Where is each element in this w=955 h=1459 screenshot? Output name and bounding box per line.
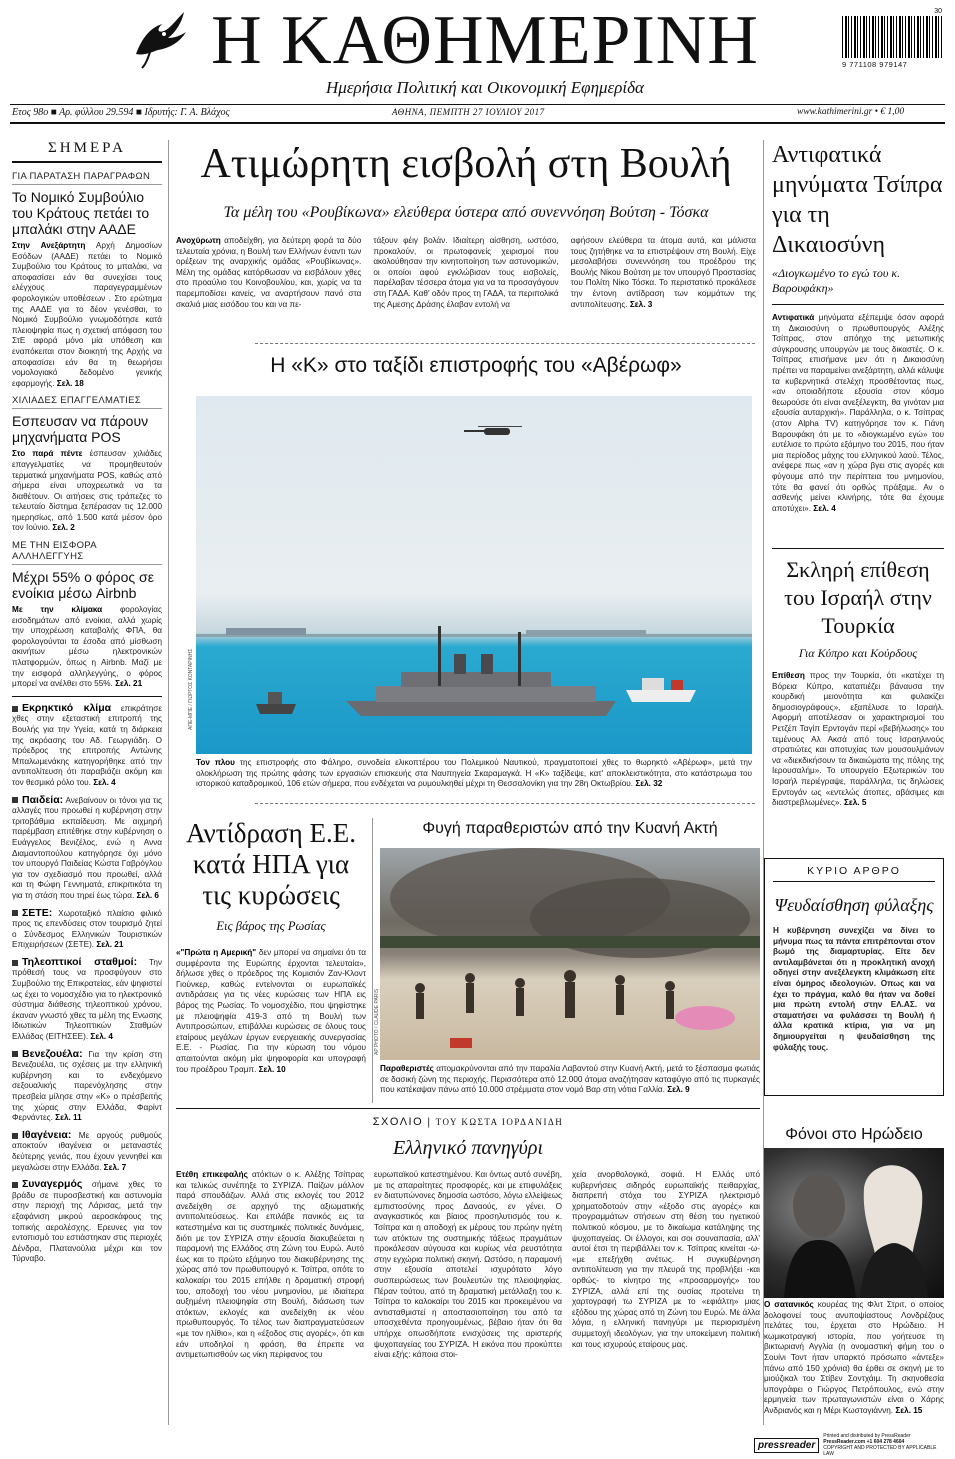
- brief-item[interactable]: [12, 795, 162, 902]
- lead-subhead: Τα μέλη του «Ρουβίκωνα» ελεύθερα ύστερα από συνεννόηση Βούτση - Τόσκα: [223, 204, 709, 221]
- right-story-2[interactable]: [772, 556, 944, 809]
- brief-lead: Τηλεοπτικοί σταθμοί:: [22, 955, 138, 968]
- brief-lead: Ιθαγένεια:: [22, 1128, 72, 1141]
- averof-photo[interactable]: [196, 396, 752, 754]
- xolio-lead: Ετέθη επικεφαλής: [176, 1170, 248, 1179]
- barcode-issue: 30: [934, 8, 942, 15]
- page-ref[interactable]: Σελ. 4: [90, 1032, 113, 1042]
- right-body: [772, 313, 944, 514]
- caption-text: απομακρύνονται από την παραλία Λαβαντού στην Κυανή Ακτή, μετά το ξέσπασμα φωτιάς σε δασική ζώνη της περιοχής. Περισσότερα από 12.000 άτομα αναζήτησαν καταφύγιο από τις πυρκαγιές που κατέκαψαν πάνω από 10.000 στρέμματα στον νομό Βαρ στη νότια Γαλλία.: [380, 1064, 760, 1095]
- barcode: [842, 8, 942, 70]
- brief-text: επικράτησε χθες στην εξεταστική επιτροπή της Βουλής για την Υγεία, κατά τη διάρκεια της ακρόασης του Αδ. Γεωργιάδη. Ο πρόεδρος της επιτροπής Αντώνης Μπαλωμενάκης κατηγορήθηκε από την αντιπολίτευση ότι παραβιάζει ακόμη και τον θεσμικό ρόλο του.: [12, 703, 162, 787]
- page-ref[interactable]: Σελ. 9: [667, 1085, 690, 1095]
- founder: Ιδρυτής: Γ. Α. Βλάχος: [144, 107, 230, 118]
- xolio-col-2: ευρωπαϊκού κατεστημένου. Και όντως αυτό συνέβη, με τις απαραίτητες προσφορές, και με επιφυλάξεις εν διατυπώνονες δημοσία ωστόσο, λόγω ελλείψεως εμπιστοσύνης προς Δαναούς, εν γένει. Ο αναγκαστικός και βίαιος προσηλυτισμός του κ. Τσίπρα και η αποδοχή εκ μέρους του πρώην ηγέτη των ατόκτων της συστημικής τάξεως πραγμάτων προκάλεσαν αύγουσα και κυρίως νέα ρευστότητα στην εγχώρια πολιτική σκηνή. Ωστόσο, η παραμονή στην εξουσία αποτελεί ισχυρότατο λόγο συσπειρώσεως των βουλευτών της πλειοψηφίας. Πέραν τούτου, από τη δραματική μετάλλαξη του κ. Τσίπρα το καλοκαίρι του 2015 και προκειμένου να αντισταθμιστεί η αποστασιοποίηση του από τα υποσχεθέντα προηγουμένως, βέβαιο ήταν ότι θα υπήρχε οπωσδήποτε ενισχύσεις της αριστερής ψυχοπαγείας του ΣΥΡΙΖΑ. Η εικόνα που προκύπτει είναι εξής: κάποια στοι-: [374, 1170, 562, 1360]
- brief-item[interactable]: [12, 1179, 162, 1265]
- lead-col-2: τάξουν φέιγ βολάν. Ιδιαίτερη αίσθηση, ωστόσο, προκαλούν, οι πρωτοφανείς χειρισμοί που ακολούθησαν την κινητοποίηση των αστυνομικών, οι οποίοι αφού εγκλώβισαν τους εισβολείς, παρέλαβαν τέσσερα άτομα για να τα προσαγάγουν στη ΓΑΔΑ. Καθ' οδόν προς τη ΓΑΔΑ, τα περιπολικά της Αμεσης Δράσης έλαβαν εντολή να: [373, 236, 559, 309]
- barcode-number: 9 771108 979147: [842, 60, 908, 69]
- xolio-rule: [176, 1108, 760, 1109]
- brief-item[interactable]: [12, 1130, 162, 1173]
- right-rule: [772, 304, 944, 305]
- page-ref[interactable]: Σελ. 15: [895, 1405, 923, 1415]
- page-ref[interactable]: Σελ. 7: [103, 1162, 127, 1172]
- fire-photo-credit: AP PHOTO / CLAUDE PARIS: [374, 988, 380, 1055]
- price: € 1,00: [880, 107, 905, 117]
- bullet-icon: [12, 1182, 18, 1188]
- lead-lead: Ανοχύρωτη: [176, 236, 221, 245]
- dotted-divider: [255, 343, 755, 344]
- masthead-rule-bottom: [10, 122, 945, 124]
- eu-body: [176, 948, 366, 1075]
- eu-story[interactable]: [176, 818, 366, 1075]
- lead-text-1: αποδείχθη, για δεύτερη φορά τα δύο τελευταία χρόνια, η Βουλή των Ελλήνων έναντι των ορέξεων της αναρχικής ομάδας «Ρουβίκωνας». Μέλη της ομάδας κατόρθωσαν να εισβάλουν χθες στο προαύλιο του Κοινοβουλίου, και, χωρίς να τα παρεμποδίσει κανείς, να αναρτήσουν πανό στα σκαλιά μιας εισόδου του και να πε-: [176, 236, 362, 309]
- xolio-col-3: χεία ανορθολογικά, σοφιά. Η Ελλάς υπό κυβερνήσεις σιδηρός ευρωπαϊκής πειθαρχίας, διαπρεπή στόχα του ΣΥΡΙΖΑ ηλεκτρισμό χρηματοδοτούν στην «έξοδο στις αγορές» και προγραμμάτων στήσεων στη θέση του ηγετικού πολιτικού κόσμου, με το δικαίωμα κατάληψης της ψυχοπαγείας. Οι έλλογοι, και σοι σουναπασία, αλλ' αυτοί έτσι τη περιβάλλει τον κ. Τσίπρας κινείται -ω- «με επεξήχθη ανέτως. Η συγκυβέρνηση αντιπολίτευση για την πλευρά της προβλήξει -και ορθώς- το κίνητρο της «προσαρμογής» του ΣΥΡΙΖΑ, αλλά επί της ουσίας προτείνει τη χαρτογραφή τω ΣΥΡΙΖΑ με το «εφιάλτη» μιας εξόδου της χώρας από τη Ζώνη του Ευρώ. Με άλλα λόγια, η ελληνική πανηγύρι με περιορισμένη συμμετοχή ιδεολόγων, για την υποκείμενη πολιτική και τους ισχυρούς εταίρους μας.: [572, 1170, 760, 1349]
- right-text-2: προς την Τουρκία, ότι «κατέχει τη Βόρεια Κύπρο, καταπιέζει βάναυσα την κουρδική μειονότητα και φυλακίζει δημοσιογράφους», εξαπέλυσε το Ισραήλ. Αφορμή αποτέλεσαν οι χαρακτηρισμοί του Ρετζέπ Ταγίπ Ερντογάν περί «βεβήλωσης» του τεμένους Αλ Ακσά από τους Ισραηλινούς στρατιώτες και αποτυχίας των μουσουλμάνων να «διεκδικήσουν τα δικαιώματα της πόλης της Ιερουσαλήμ». Το υπουργείο Εξωτερικών του Ισραήλ περιέγραψε, παράλληλα, τις δηλώσεις Ερντογάν ως «εντελώς άτοπες, αβάσιμες και διαστρεβλωμένες».: [772, 671, 944, 808]
- caption-lead: Παραθεριστές: [380, 1064, 434, 1073]
- caption-text: της επιστροφής στο Φάληρο, συνοδεία ελικοπτέρου του Πολεμικού Ναυτικού, πραγματοποιεί χθες το θωρηκτό «Αβέρωφ», μετά την ολοκλήρωση της πρώτης φάσης των εργασιών επισκευής στα Ναυπηγεία Σκαραμαγκά. Η «Κ» ταξίδεψε, κατ' αποκλειστικότητα, στο κατάστρωμα του ιστορικού καταδρομικού, 106 ετών σήμερα, που ενδέχεται να ρυμουλκηθεί μέχρι τη Θεσσαλονίκη για την 28η Οκτωβρίου.: [196, 758, 752, 789]
- theater-photo[interactable]: [764, 1148, 944, 1298]
- barcode-bars: [842, 16, 942, 58]
- brief-lead: Συναγερμός: [22, 1178, 83, 1191]
- page-ref[interactable]: Σελ. 32: [635, 779, 663, 789]
- brief-item[interactable]: [12, 703, 162, 789]
- pressreader-info: [823, 1433, 946, 1457]
- page-ref[interactable]: Σελ. 18: [56, 378, 84, 388]
- story-body: [12, 241, 162, 389]
- fire-headline[interactable]: Φυγή παραθεριστών από την Κυανή Ακτή: [422, 820, 718, 837]
- caption-lead: Τον πλου: [196, 758, 235, 767]
- xolio-headline[interactable]: Ελληνικό πανηγύρι: [392, 1137, 544, 1159]
- brief-item[interactable]: [12, 908, 162, 951]
- column-divider: [168, 140, 169, 1425]
- dateline: ΑΘΗΝΑ, ΠΕΜΠΤΗ 27 ΙΟΥΛΙΟΥ 2017: [392, 107, 545, 117]
- right-subhead-2: Για Κύπρο και Κούρδους: [798, 646, 918, 660]
- story-body: [12, 449, 162, 534]
- story-kicker: ΜΕ ΤΗΝ ΕΙΣΦΟΡΑ ΑΛΛΗΛΕΓΓΥΗΣ: [12, 540, 162, 565]
- warship-illustration: [196, 396, 752, 754]
- printed-text: Printed and distributed by PressReader: [823, 1433, 911, 1439]
- xolio-header: ΣΧΟΛΙΟ | ΤΟΥ ΚΩΣΤΑ ΙΟΡΔΑΝΙΔΗ: [372, 1116, 564, 1128]
- story-body: [12, 605, 162, 690]
- brief-lead: Παιδεία:: [22, 793, 64, 806]
- masthead-subtitle: Ημερήσια Πολιτική και Οικονομική Εφημερίδα: [326, 78, 644, 97]
- brief-text: Για την κρίση στη Βενεζουέλα, τις σχέσεις με την ελληνική κυβέρνηση και το ενδεχόμενο σεξουαλικής παρενόχλησης στην πρεσβεία μίλησε στην «Κ» ο πρέσβειτής της χώρας στην Ελλάδα, Φαρίντ Φερνάντες.: [12, 1049, 162, 1123]
- page-ref[interactable]: Σελ. 11: [55, 1113, 82, 1123]
- fire-caption: [380, 1064, 760, 1096]
- page-ref[interactable]: Σελ. 4: [93, 777, 116, 787]
- xolio-body: [176, 1170, 760, 1430]
- brief-text: Την πρόθεσή τους να προσφύγουν στο Συμβούλιο της Επικρατείας, εάν ψηφιστεί ως έχει το νομοσχέδιο για το ηλεκτρονικό σύστημα διάθεσης τηλεοπτικού χρόνου, έκαναν γνωστό χθες τα μέλη της Ενωσης Ιδιωτικών Τηλεοπτικών Σταθμών Ελλάδας (ΕΙΤΗΣΕΕ).: [12, 957, 162, 1042]
- xolio-text-1: ατόκτων ο κ. Αλέξης Τσίπρας και τελικώς συνέπηξε το ΣΥΡΙΖΑ. Παίζων μάλλον παρά σπουδάζων. Αλλά στις εκλογές του 2012 ανεδείχθη σε αρχηγό της αξιωματικής αντιπολιτεύσεως. Και επιλάβε πανικός εις τα κατεστημένα και τις συστημικές πολιτικές δυνάμεις, διότι με τον ΣΥΡΙΖΑ στην εξουσία διακυβεύεται η παραμονή της Ελλάδος στη Ζώνη του Ευρώ. Αυτό έως και το πρώτο εξάμηνο του διακυβέρνησης της χώρας από τον πρωθυπουργό κ. Τσίπρα, οπότε το καλοκαίρι του 2015 επήλθε η δραματική στροφή του, αποδοχή του νέου μνημονίου, με ιδιαίτερα αυξημένη πλειοψηφία στη Βουλή, διάσωση των ατόκτων, εκλογές και ανεδείχθη εκ νέου πρωθυπουργός. Το τέλος των διαπραγματεύσεων «με τον ηλίθιο», και η «έξοδος στις αγορές», ότι και εάν υποδηλοί η φράση, θα έπρεπε να αντιμετωπισθούν ως νίκη περίφανος του: [176, 1170, 365, 1360]
- right-text: μηνύματα εξέπεμψε όσον αφορά τη Δικαιοσύνη ο πρωθυπουργός Αλέξης Τσίπρας, στον απόηχο της μετωπικής σύγκρουσης υπουργών με τους δικαστές. Ο κ. Τσίπρας επισήμανε μεν ότι η Δικαιοσύνη πρέπει να παραμείνει ανεξάρτητη, αλλά κάλυψε τα κυβερνητικά στελέχη προσθέτοντας πως, «αν οποιαδήποτε εξουσία στον κόσμο θεωρούσε ότι είναι ανεξέλεγκτη, θα γινόταν μια εξουσία αυταρχική». Παράλληλα, ο κ. Τσίπρας (στον Alpha TV) κατηγόρησε τον κ. Γιάνη Βαρουφάκη ότι με το «διογκωμένο εγώ» του ευτέλισε το πρώτο εξάμηνο του 2015, που ήταν μια περίοδος μάχης του ελληνικού λαού. Τέλος, ανέφερε πως «αν η χώρα βγει στις αγορές και φύγουμε από την περίπτεια του μνημονίου, τότε θα φανεί ότι ορθώς πράξαμε. Αν ο ασθενής μείνει κλινήρης, τότε θα έχουμε αποτύχει».: [772, 313, 944, 513]
- left-column: [12, 140, 162, 1425]
- story-headline[interactable]: Το Νομικό Συμβούλιο του Κράτους πετάει το μπαλάκι στην ΑΑΔΕ: [12, 189, 150, 237]
- float-icon: [675, 1006, 735, 1030]
- brief-lead: Εκρηκτικό κλίμα: [22, 701, 112, 714]
- copyright-text: COPYRIGHT AND PROTECTED BY APPLICABLE LAW: [823, 1445, 937, 1457]
- brief-item[interactable]: [12, 957, 162, 1043]
- year: Ετος 98ο: [12, 107, 49, 118]
- right-headline-2[interactable]: Σκληρή επίθεση του Ισραήλ στην Τουρκία: [784, 557, 932, 638]
- lead-headline[interactable]: Ατιμώρητη εισβολή στη Βουλή: [200, 141, 732, 187]
- lead-story[interactable]: [176, 140, 756, 310]
- right-lead: Αντιφατικά: [772, 313, 815, 322]
- warship-icon: [346, 626, 616, 716]
- brief-text: Χωροταξικό πλαίσιο φιλικό προς τις επενδύσεις στον τουρισμό ζητεί ο Σύνδεσμος Ελληνικών Τουριστικών Επιχειρήσεων (ΣΕΤΕ).: [12, 908, 162, 950]
- helicopter-icon: [464, 426, 522, 435]
- editorial-label: ΚΥΡΙΟ ΑΡΘΡΟ: [773, 865, 935, 882]
- bullet-icon: [12, 910, 18, 916]
- page-ref[interactable]: Σελ. 5: [843, 798, 867, 808]
- right-story-1[interactable]: [772, 140, 944, 514]
- bullet-icon: [12, 960, 18, 966]
- bullet-icon: [12, 1133, 18, 1139]
- theater-lead: Ο σατανικός: [764, 1300, 814, 1309]
- crowd: [415, 970, 675, 1019]
- bullet-icon: [12, 706, 18, 712]
- story-text: έσπευσαν χιλιάδες επαγγελματίες να προμηθευτούν τερματικά μηχανήματα POS, καθώς από σήμερα είναι υποχρεωτικά να τα διαθέτουν. Οι αιτήσεις στις τράπεζες το τελευταίο δίστημα ξεπέρασαν τις 12.000 ημερησίως, από 1.500 κατά μέσον όρο τον Ιούνιο.: [12, 449, 162, 533]
- brief-text: Με αργούς ρυθμούς αποκτούν ιθαγένεια οι μεταναστές δεύτερης γενιάς, που έχουν γεννηθεί και μεγαλώσει στην Ελλάδα.: [12, 1130, 162, 1172]
- theater-body: [764, 1300, 944, 1432]
- brief-lead: Βενεζουέλα:: [22, 1047, 83, 1060]
- photo-headline[interactable]: Η «Κ» στο ταξίδι επιστροφής του «Αβέρωφ»: [270, 354, 682, 377]
- xolio-label: ΣΧΟΛΙΟ: [372, 1116, 424, 1128]
- xolio-author: ΤΟΥ ΚΩΣΤΑ ΙΟΡΔΑΝΙΔΗ: [435, 1117, 564, 1127]
- editorial-box[interactable]: [764, 858, 944, 1096]
- phone-text: PressReader.com +1 604 278 4604: [823, 1439, 905, 1445]
- dotted-divider: [255, 803, 755, 804]
- lead-col-3: [571, 236, 756, 310]
- eu-subhead: Εις βάρος της Ρωσίας: [216, 919, 326, 933]
- editorial-body: Η κυβέρνηση συνεχίζει να δίνει το μήνυμα πως τα πάντα επιτρέπονται στον βωμό της διαμαρτυρίας. Είτε δεν αντιλαμβάνεται ότι η προκλητική ανοχή οδηγεί στην ανεξέλεγκτη κλιμάκωση είτε είναι όμηρος ιδεολογιών. Οπως και να έχει το πράγμα, καλό θα ήταν να δοθεί μια πρώτη εντολή στην ΕΛ.ΑΣ. να σταματήσει να φυλάσσει τη Βουλή ή άλλα κρατικά κτίρια, για να μη δημιουργείται η ψευδαίσθηση της φύλαξής τους.: [773, 926, 935, 1052]
- brief-text: Ανεβαίνουν οι τόνοι για τις αλλαγές που προωθεί η κυβέρνηση στην τριτοβάθμια εκπαίδευση. Με αιχμηρή παρέμβαση επιτέθηκε στην κυβέρνηση ο Ευάγγελος Βενιζέλος, ενώ η Αννα Διαμαντοπούλου κατηγόρησε όχι μόνο τον υπουργό Παιδείας Κώστα Γαβρόγλου για τον σχεδιασμό που προωθεί, αλλά και τη Φώφη Γεννηματά, επικριτικότα τη για τη στάση που τηρεί έως τώρα.: [12, 795, 162, 900]
- story-lead: Στο παρά πέντε: [12, 449, 83, 459]
- beach-illustration: [380, 848, 760, 1060]
- eu-headline[interactable]: Αντίδραση Ε.Ε. κατά ΗΠΑ για τις κυρώσεις: [185, 818, 357, 910]
- page-ref[interactable]: Σελ. 6: [136, 890, 159, 900]
- eu-lead: «"Πρώτα η Αμερική": [176, 948, 257, 957]
- left-story-3[interactable]: [12, 540, 162, 690]
- page-ref[interactable]: Σελ. 4: [813, 503, 836, 513]
- page-ref[interactable]: Σελ. 21: [115, 679, 143, 689]
- today-header: ΣΗΜΕΡΑ: [12, 140, 162, 163]
- bird-logo-icon: [128, 8, 190, 70]
- right-headline[interactable]: Αντιφατικά μηνύματα Τσίπρα για τη Δικαιοσύνη: [772, 142, 943, 258]
- right-quote: «Διογκωμένο το εγώ του κ. Βαρουφάκη»: [772, 266, 901, 295]
- page-ref[interactable]: Σελ. 3: [629, 299, 653, 309]
- portrait-illustration: [764, 1148, 944, 1298]
- masthead-title: Η ΚΑΘΗΜΕΡΙΝΗ: [211, 2, 759, 79]
- xolio-col-1: [176, 1170, 364, 1430]
- story-kicker: ΧΙΛΙΑΔΕΣ ΕΠΑΓΓΕΛΜΑΤΙΕΣ: [12, 395, 162, 409]
- website[interactable]: www.kathimerini.gr: [797, 107, 873, 117]
- pressreader-badge[interactable]: [754, 1434, 946, 1456]
- masthead-rule-top: [10, 104, 945, 105]
- masthead-info-right: www.kathimerini.gr • € 1,00: [797, 107, 905, 117]
- column-divider: [372, 818, 373, 1103]
- eu-text: δεν μπορεί να σημαίνει ότι τα συμφέροντα της Ευρώπης έρχονται τελευταία», δήλωσε χθες ο πρόεδρος της Κομισιόν Ζαν-Κλοντ Γιούνκερ, καθώς εντείνονται οι ευρωπαϊκές αντιδράσεις για τις νέες κυρώσεις των ΗΠΑ εις βάρος της Ρωσίας. Το νομοσχέδιο, που ψηφίστηκε με πλειοψηφία 419-3 από τη Βουλή των Αντιπροσώπων, επιβάλλει κυρώσεις σε όλους τους εταίρους μεγάλων έργων ενεργειακής συνεργασίας Ε.Ε. - Ρωσίας. Για την κύρωση του νόμου απαιτούνται ακόμη μία ψηφοφορία και υπογραφή του προέδρου Τραμπ.: [176, 948, 367, 1074]
- pressreader-logo: pressreader: [754, 1438, 819, 1453]
- lead-col-1: [176, 236, 361, 310]
- right-body-2: [772, 671, 944, 809]
- brief-text: σήμανε χθες το βράδυ σε πυροσβεστική και αστυνομία στην περιοχή της Λάρισας, μετά την εξαφάνιση μικρού αεροσκάφους της τοπικής αερολέσχης. Ερευνες για τον εντοπισμό του εστιάστηκαν στις περιοχές Δένδρα, Πλατανούλια μέχρι και τον Τύρναβο.: [12, 1180, 162, 1264]
- brief-lead: ΣΕΤΕ:: [22, 906, 53, 919]
- right-lead-2: Επίθεση: [772, 671, 805, 680]
- issue: Αρ. φύλλου 29.594: [59, 107, 134, 118]
- editorial-headline[interactable]: Ψευδαίσθηση φύλαξης: [774, 895, 934, 915]
- page-ref[interactable]: Σελ. 2: [52, 523, 75, 533]
- photo-caption: [196, 758, 752, 790]
- story-headline[interactable]: Εσπευσαν να πάρουν μηχανήματα POS: [12, 413, 149, 446]
- page-ref[interactable]: Σελ. 10: [258, 1064, 286, 1074]
- story-lead: Με την κλίμακα: [12, 605, 103, 615]
- bullet-icon: [12, 797, 18, 803]
- left-story-2[interactable]: [12, 395, 162, 534]
- story-headline[interactable]: Μέχρι 55% ο φόρος σε ενοίκια μέσω Airbnb: [12, 569, 154, 602]
- right-rule: [772, 548, 944, 549]
- story-kicker: ΓΙΑ ΠΑΡΑΤΑΣΗ ΠΑΡΑΓΡΑΦΩΝ: [12, 171, 162, 185]
- brief-item[interactable]: [12, 1049, 162, 1124]
- masthead-info-left: Ετος 98ο ■ Αρ. φύλλου 29.594 ■ Ιδρυτής: Γ. Α. Βλάχος: [12, 107, 230, 118]
- theater-headline[interactable]: Φόνοι στο Ηρώδειο: [785, 1126, 923, 1143]
- story-text: φορολογίας εισοδημάτων από ενοίκια, αλλά χωρίς την υποχρέωση καταβολής ΦΠΑ, θα φορολογούνται τα έσοδα από μίσθωση ακινήτων μέσω ηλεκτρονικών πλατφορμών, όπως η Airbnb. Μαζί με την εισφορά αλληλεγγύης, ο φόρος μπορεί να ανέλθει στο 55%.: [12, 605, 162, 689]
- masthead-logo: [128, 8, 190, 70]
- page-ref[interactable]: Σελ. 21: [96, 940, 124, 950]
- lead-text-3: αφήσουν ελεύθερα τα άτομα αυτά, και μάλιστα τους ζητήθηκε να τα επιστρέψουν στη Βουλή. Είχε μεσολαβήσει συνεννόηση του προέδρου της Βουλής Νίκου Βούτση με τον υπουργό Προστασίας του Πολίτη Νίκο Τόσκα. Το περιστατικό προκάλεσε την έντονη αντίδραση των κομμάτων της αντιπολίτευσης.: [570, 236, 756, 309]
- bullet-icon: [12, 1051, 18, 1057]
- theater-text: κουρέας της Φλιτ Στριτ, ο οποίος δολοφονεί τους ανυποψίαστους Λονδρέζους πελάτες του, έρχεται στο Ηρώδειο. Η κωμικοτραγική ιστορία, που γοήτευσε τη βικτωριανή Αγγλία (η ονομαστική φήμη του ο Σουίνι Τοντ ήταν υπαρκτό πρόσωπο «άντεξε» πάνω από 150 χρόνια) θα έρθει σε σκηνή με το μιούζικαλ του Στίβεν Σοντχάιμ. Τη σκηνοθεσία υπογράφει ο Γιώργος Πετρόπουλος, ενώ στην ερμηνεία των πρωταγωνιστών είναι ο Χάρης Ανδριανός και η Μέρι Κωστογιάννη.: [764, 1300, 944, 1415]
- story-text: Αρχή Δημοσίων Εσόδων (ΑΑΔΕ) πετάει το Νομικό Συμβούλιο του Κράτους το μπαλάκι, να αποφασίσει εάν θα συνεχίσει τους ελέγχους παραγεγραμμένων φορολογικών υποθέσεων . Στο ερώτημα της ΑΑΔΕ για το δέον γενέσθαι, το Νομικό Συμβούλιο γνωμοδότησε κατά πλειοψηφία πως η σχετική απόφαση του ΣτΕ αφορά μόνο μία υπόθεση και εναπόκειται στον διοικητή της Αρχής να αποφασίσει εάν θα τη θεωρήσει νομολογιακό δεδομένο γενικής εφαρμογής.: [12, 241, 162, 388]
- photo-credit: ΑΠΕ-ΜΠΕ / ΓΙΩΡΓΟΣ ΚΟΝΤΑΡΙΝΗΣ: [188, 648, 194, 730]
- story-lead: Στην Ανεξάρτητη: [12, 241, 86, 250]
- lead-columns: [176, 236, 756, 310]
- left-story-1[interactable]: [12, 171, 162, 389]
- beach-fire-photo[interactable]: [380, 848, 760, 1060]
- briefs-list: [12, 696, 162, 1265]
